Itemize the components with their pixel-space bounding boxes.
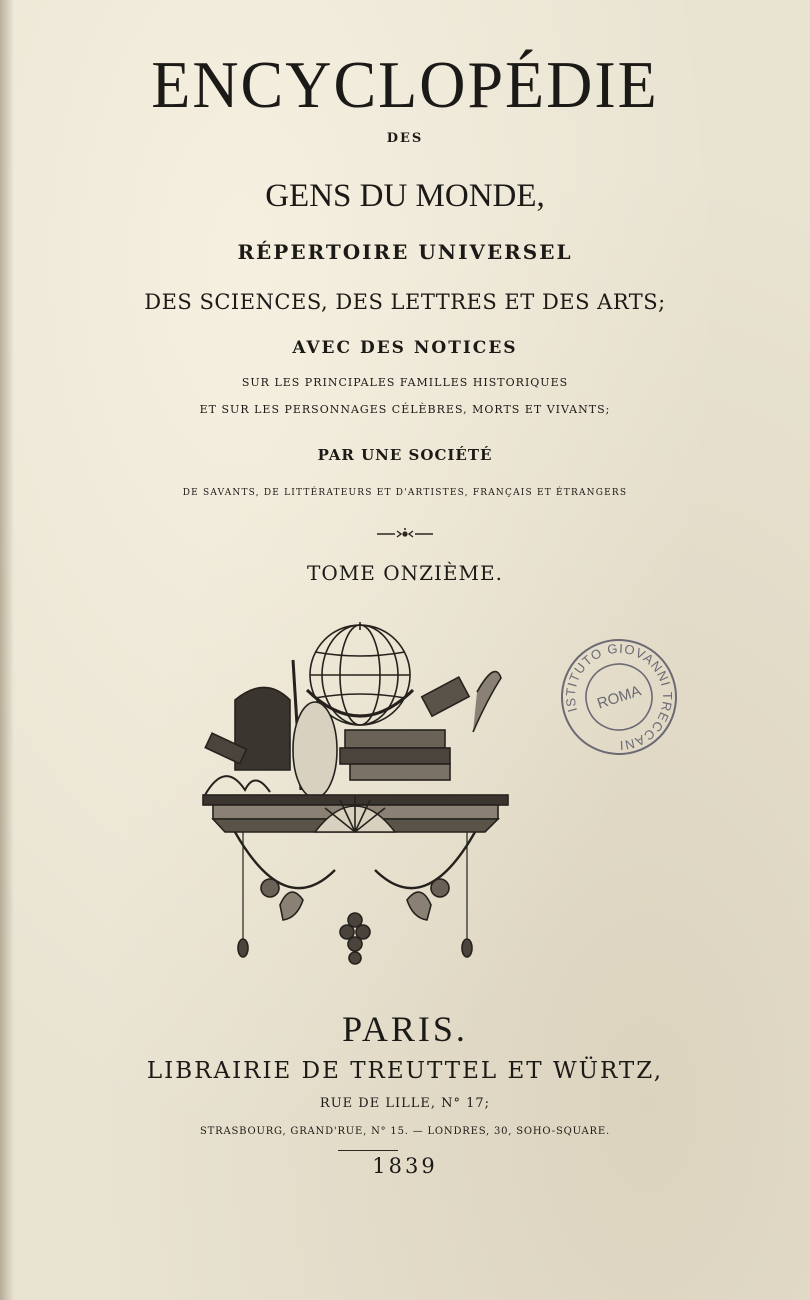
publisher-branches: STRASBOURG, GRAND'RUE, N° 15. — LONDRES, 30, SOHO-SQUARE. (200, 1126, 610, 1137)
stamp-ring-text: ISTITUTO GIOVANNI TRECCANI (562, 640, 676, 754)
year-rule (338, 1150, 398, 1151)
book-subtitle: GENS DU MONDE, (265, 178, 545, 214)
title-connector: DES (386, 131, 424, 146)
publisher-name: LIBRAIRIE DE TREUTTEL ET WÜRTZ, (146, 1058, 664, 1084)
fleuron-divider-icon (375, 526, 435, 542)
vignette-engraving-icon (195, 620, 520, 980)
publisher-address: RUE DE LILLE, N° 17; (319, 1096, 491, 1111)
sciences-line: DES SCIENCES, DES LETTRES ET DES ARTS; (144, 290, 666, 314)
repertoire-line: RÉPERTOIRE UNIVERSEL (237, 240, 573, 264)
notices-line-1: SUR LES PRINCIPALES FAMILLES HISTORIQUES (241, 376, 569, 389)
volume-label: TOME ONZIÈME. (307, 561, 503, 585)
book-title: ENCYCLOPÉDIE (151, 47, 659, 122)
publication-year: 1839 (372, 1154, 438, 1178)
avec-notices-line: AVEC DES NOTICES (292, 338, 518, 358)
library-stamp-icon (558, 636, 680, 758)
notices-line-2: ET SUR LES PERSONNAGES CÉLÈBRES, MORTS ET VIVANTS; (199, 403, 611, 416)
savants-line: DE SAVANTS, DE LITTÉRATEURS ET D'ARTISTES, FRANÇAIS ET ÉTRANGERS (182, 488, 628, 498)
par-societe-line: PAR UNE SOCIÉTÉ (317, 446, 493, 464)
imprint-city: PARIS. (342, 1009, 468, 1049)
stamp-city: ROMA (595, 682, 644, 713)
